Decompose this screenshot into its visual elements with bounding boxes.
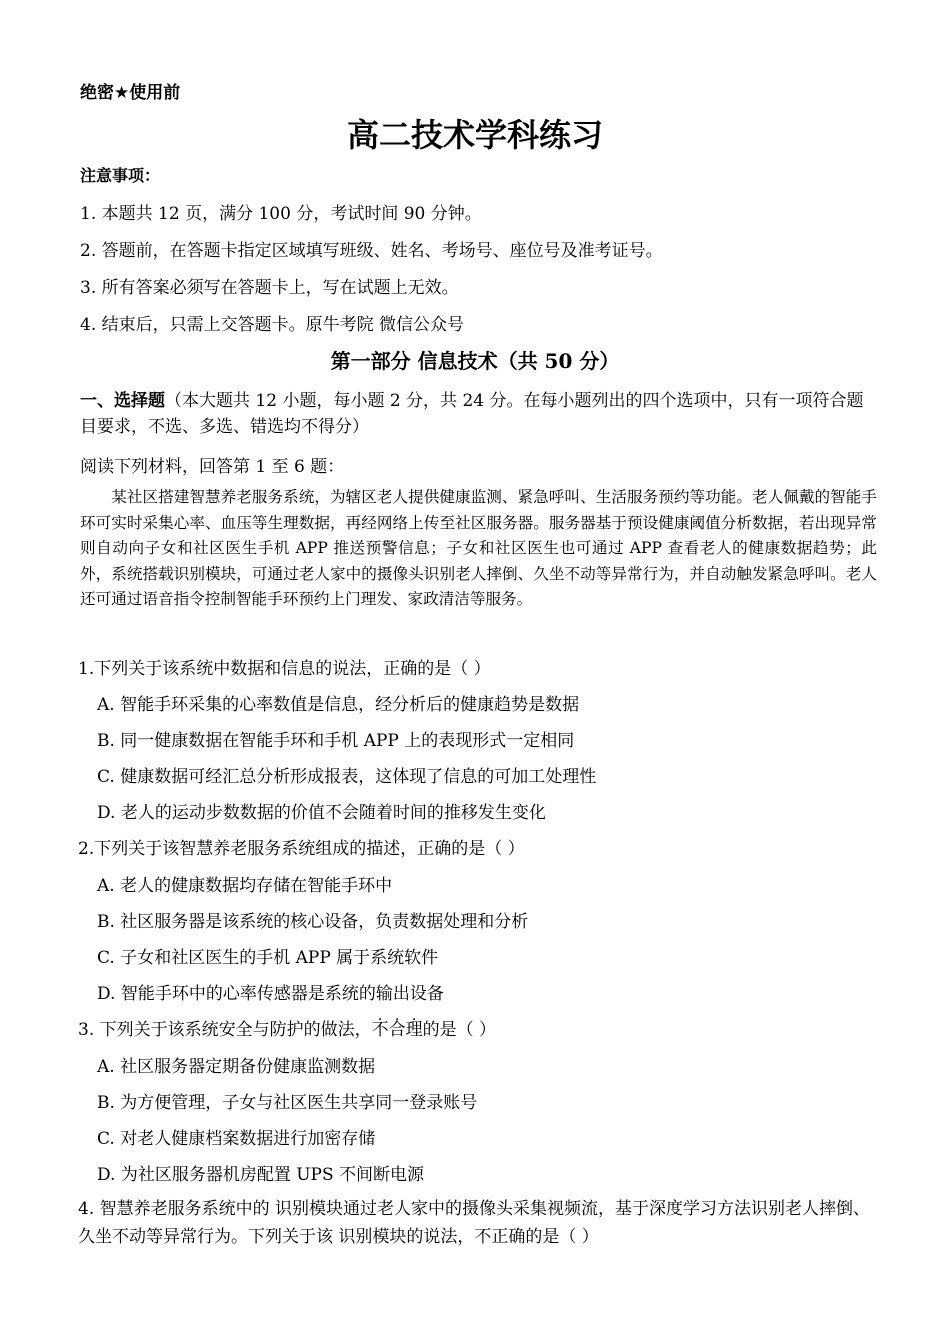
question-3-option-d: D. 为社区服务器机房配置 UPS 不间断电源 — [97, 1165, 425, 1185]
notice-item: 4. 结束后，只需上交答题卡。原牛考院 微信公众号 — [80, 315, 465, 335]
question-2-option-d: D. 智能手环中的心率传感器是系统的输出设备 — [97, 984, 444, 1004]
question-1-option-d: D. 老人的运动步数数据的价值不会随着时间的推移发生变化 — [97, 803, 546, 823]
question-4-stem-suffix: 的是（ ） — [525, 1227, 599, 1247]
notice-item: 3. 所有答案必须写在答题卡上，写在试题上无效。 — [80, 278, 459, 298]
question-3-option-b: B. 为方便管理，子女与社区医生共享同一登录账号 — [97, 1093, 478, 1113]
question-4-stem — [78, 1195, 878, 1251]
question-2-option-a: A. 老人的健康数据均存储在智能手环中 — [97, 876, 393, 896]
question-2-stem: 2.下列关于该智慧养老服务系统组成的描述，正确的是（ ） — [78, 839, 525, 859]
question-1-option-c: C. 健康数据可经汇总分析形成报表，这体现了信息的可加工处理性 — [97, 767, 597, 787]
page-title: 高二技术学科练习 — [346, 116, 603, 154]
section-label: 一、选择题 — [80, 391, 165, 411]
secret-label: 绝密★使用前 — [80, 83, 181, 103]
reading-passage: 某社区搭建智慧养老服务系统，为辖区老人提供健康监测、紧急呼叫、生活服务预约等功能。老人佩戴的智能手环可实时采集心率、血压等生理数据，再经网络上传至社区服务器。服务器基于预设健康阈值分析数据，若出现异常则自动向子女和社区医生手机 APP 推送预警信息；子女和社区医生也可通过 APP 查看老人的健康数据趋势；此外，系统搭载识别模块，可通过老人家中的摄像头识别老人摔倒、久坐不动等异常行为，并自动触发紧急呼叫。老人还可通过语音指令控制智能手环预约上门理发、家政清洁等服务。 — [80, 488, 877, 609]
notice-item: 1. 本题共 12 页，满分 100 分，考试时间 90 分钟。 — [80, 204, 482, 224]
question-1-option-b: B. 同一健康数据在智能手环和手机 APP 上的表现形式一定相同 — [97, 731, 575, 751]
question-4-emphasis: · 不· 正· 确 — [474, 1227, 525, 1247]
part-title: 第一部分 信息技术（共 50 分） — [330, 349, 620, 373]
question-3-emphasis: 不合理 — [371, 1020, 423, 1040]
question-3-option-c: C. 对老人健康档案数据进行加密存储 — [97, 1129, 376, 1149]
reading-intro: 阅读下列材料，回答第 1 至 6 题： — [80, 457, 345, 477]
question-1-option-a: A. 智能手环采集的心率数值是信息，经分析后的健康趋势是数据 — [97, 695, 580, 715]
question-1-stem: 1.下列关于该系统中数据和信息的说法，正确的是（ ） — [78, 659, 491, 679]
question-4-stem-prefix: 4. 智慧养老服务系统中的 识别模块通过老人家中的摄像头采集视频流，基于深度学习方法识别老人摔倒、久坐不动等异常行为。下列关于该 识别模块的说法， — [78, 1199, 871, 1247]
question-3-stem-suffix: 的是（ ） — [422, 1020, 497, 1040]
question-3-option-a: A. 社区服务器定期备份健康监测数据 — [97, 1057, 376, 1077]
section-heading — [80, 388, 880, 440]
notice-heading: 注意事项： — [80, 166, 161, 185]
section-description: （本大题共 12 小题，每小题 2 分，共 24 分。在每小题列出的四个选项中，只有一项符合题目要求，不选、多选、错选均不得分） — [80, 391, 864, 437]
question-3-stem — [78, 1015, 496, 1040]
notice-item: 2. 答题前，在答题卡指定区域填写班级、姓名、考场号、座位号及准考证号。 — [80, 241, 663, 261]
question-2-option-b: B. 社区服务器是该系统的核心设备，负责数据处理和分析 — [97, 912, 529, 932]
question-2-option-c: C. 子女和社区医生的手机 APP 属于系统软件 — [97, 948, 439, 968]
question-3-stem-prefix: 3. 下列关于该系统安全与防护的做法， — [78, 1020, 372, 1040]
